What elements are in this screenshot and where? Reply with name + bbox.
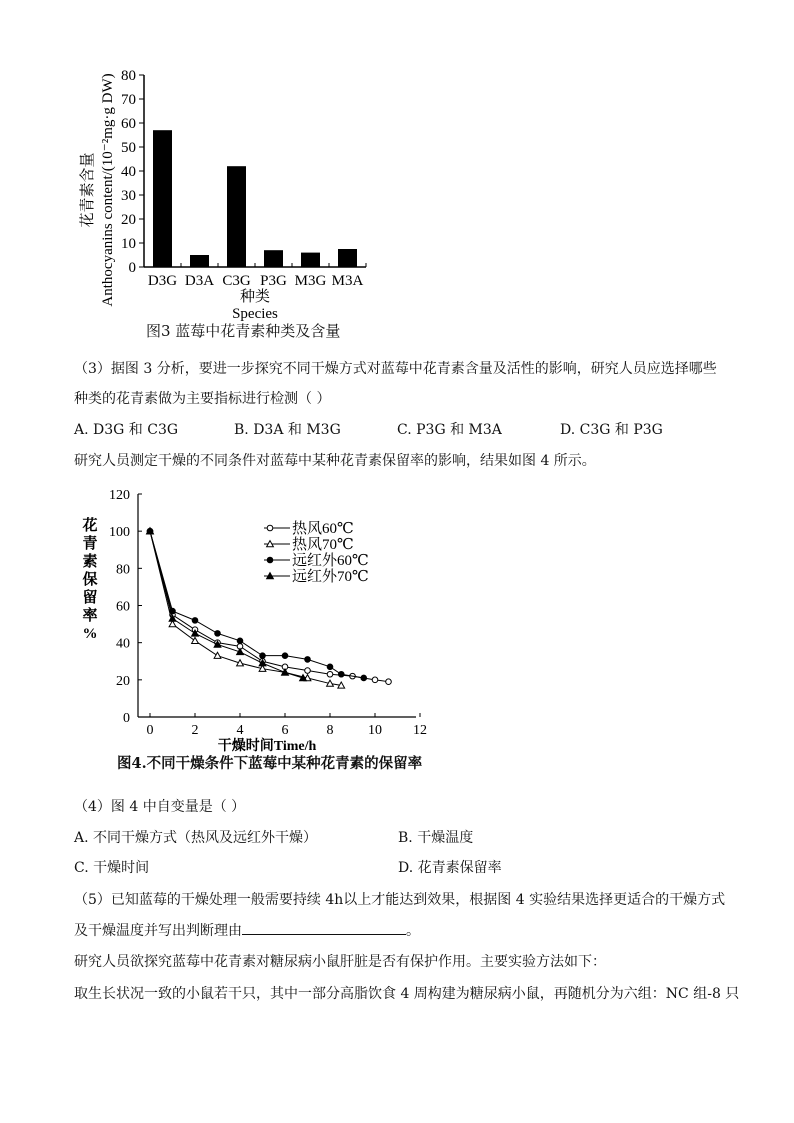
fig3-xlabel-cn: 种类 (239, 289, 271, 305)
fig4-ylabel-char: 保 (82, 572, 98, 588)
fig3-ytick-label: 20 (121, 212, 136, 228)
figure4-caption: 图4.不同干燥条件下蓝莓中某种花青素的保留率 (117, 755, 423, 772)
fig4-intro: 研究人员测定干燥的不同条件对蓝莓中某种花青素保留率的影响，结果如图 4 所示。 (74, 453, 596, 469)
q5-stem-text: 及干燥温度并写出判断理由 (74, 923, 242, 939)
q5-answer-blank[interactable] (242, 920, 406, 935)
fig3-bar-m3g (301, 253, 320, 267)
fig4-xtick-label: 6 (281, 723, 289, 738)
fig4-data-point (338, 671, 344, 677)
figure4-line-chart (80, 482, 440, 757)
fig4-ylabel-char: 留 (82, 590, 98, 606)
q4-option-b[interactable]: B. 干燥温度 (398, 830, 474, 846)
fig3-category-label: D3A (184, 273, 215, 289)
fig3-ylabel-en: Anthocyanins content/(10⁻²mg·g DW) (100, 73, 116, 307)
fig4-legend-label: 热风60℃ (292, 521, 354, 537)
fig4-data-point (327, 671, 333, 677)
fig4-data-point (192, 618, 198, 624)
fig4-ytick-label: 80 (116, 562, 130, 578)
fig4-xlabel: 干燥时间Time/h (217, 739, 317, 754)
fig4-ytick-label: 20 (116, 673, 130, 689)
fig3-ytick-label: 50 (121, 140, 136, 156)
fig4-xtick-label: 2 (191, 723, 199, 738)
fig4-data-point (305, 657, 311, 663)
fig4-data-point (192, 637, 199, 643)
fig4-ytick-label: 120 (109, 488, 130, 503)
fig4-legend-marker (267, 525, 273, 531)
q3-option-b[interactable]: B. D3A 和 M3G (234, 422, 341, 438)
experiment-paragraph-2: 取生长状况一致的小鼠若干只，其中一部分高脂饮食 4 周构建为糖尿病小鼠，再随机分为六组：NC 组-8 只 (74, 986, 740, 1002)
fig4-data-point (260, 653, 266, 659)
fig3-category-label: P3G (260, 273, 287, 289)
fig3-ytick-label: 30 (121, 188, 136, 204)
fig4-legend-label: 远红外70℃ (292, 569, 369, 585)
fig3-category-label: M3A (331, 273, 364, 289)
fig3-ytick-label: 40 (121, 164, 136, 180)
fig3-ytick-label: 80 (121, 68, 136, 84)
fig3-category-label: C3G (222, 273, 251, 289)
fig4-ylabel-char: 花 (82, 518, 98, 534)
fig4-ytick-label: 100 (109, 525, 130, 541)
fig4-data-point (305, 668, 311, 674)
fig4-ytick-label: 0 (123, 711, 130, 726)
fig4-data-point (282, 653, 288, 659)
fig4-data-point (361, 675, 367, 681)
fig3-ytick-label: 10 (121, 236, 136, 252)
figure3-bar-chart (60, 55, 390, 325)
fig4-data-point (327, 664, 333, 670)
q3-option-d[interactable]: D. C3G 和 P3G (560, 422, 663, 438)
fig3-bar-p3g (264, 250, 283, 267)
fig4-data-point (386, 679, 392, 685)
fig3-bar-d3g (153, 130, 172, 267)
q4-option-a[interactable]: A. 不同干燥方式（热风及远红外干燥） (74, 830, 318, 846)
fig3-bar-d3a (190, 255, 209, 267)
q3-stem-line1: （3）据图 3 分析，要进一步探究不同干燥方式对蓝莓中花青素含量及活性的影响，研究人员应选择哪些 (74, 361, 717, 377)
fig4-legend-label: 热风70℃ (292, 537, 354, 553)
q4-stem: （4）图 4 中自变量是（ ） (74, 799, 246, 815)
q3-option-c[interactable]: C. P3G 和 M3A (397, 422, 502, 438)
figure3-caption: 图3 蓝莓中花青素种类及含量 (146, 322, 341, 340)
fig4-data-point (215, 631, 221, 637)
fig4-ytick-label: 40 (116, 636, 130, 652)
fig4-xtick-label: 4 (236, 723, 244, 738)
q5-stem-line1: （5）已知蓝莓的干燥处理一般需要持续 4h以上才能达到效果，根据图 4 实验结果选择更适合的干燥方式 (74, 892, 726, 908)
fig4-ylabel-char: 素 (82, 554, 98, 570)
fig4-ylabel-char: % (82, 626, 98, 642)
experiment-paragraph-1: 研究人员欲探究蓝莓中花青素对糖尿病小鼠肝脏是否有保护作用。主要实验方法如下： (74, 954, 606, 970)
q3-stem-line2: 种类的花青素做为主要指标进行检测（ ） (74, 391, 331, 407)
q5-stem-line2 (74, 920, 420, 941)
fig4-xtick-label: 10 (368, 723, 382, 738)
fig4-xtick-label: 0 (146, 723, 154, 738)
fig4-xtick-label: 12 (413, 723, 427, 738)
fig3-ytick-label: 0 (128, 260, 136, 276)
fig4-legend-marker (267, 557, 273, 563)
fig4-ytick-label: 60 (116, 599, 130, 615)
fig3-ytick-label: 60 (121, 116, 136, 132)
fig3-xlabel-en: Species (232, 306, 278, 322)
q3-option-a[interactable]: A. D3G 和 C3G (74, 422, 179, 438)
fig4-ylabel-char: 率 (82, 608, 98, 624)
fig3-ylabel-cn: 花青素含量 (80, 152, 96, 228)
q4-option-d[interactable]: D. 花青素保留率 (398, 860, 502, 876)
q4-option-c[interactable]: C. 干燥时间 (74, 860, 150, 876)
fig4-data-point (372, 677, 378, 683)
fig4-xtick-label: 8 (326, 723, 334, 738)
fig3-bar-c3g (227, 166, 246, 267)
fig4-ylabel-char: 青 (82, 536, 98, 552)
fig3-category-label: D3G (147, 273, 178, 289)
fig3-ytick-label: 70 (121, 92, 136, 108)
fig4-data-point (237, 638, 243, 644)
fig3-bar-m3a (338, 249, 357, 267)
fig4-legend-label: 远红外60℃ (292, 553, 369, 569)
fig3-category-label: M3G (294, 273, 327, 289)
q5-stem-end: 。 (406, 923, 420, 939)
fig4-data-point (214, 652, 221, 658)
